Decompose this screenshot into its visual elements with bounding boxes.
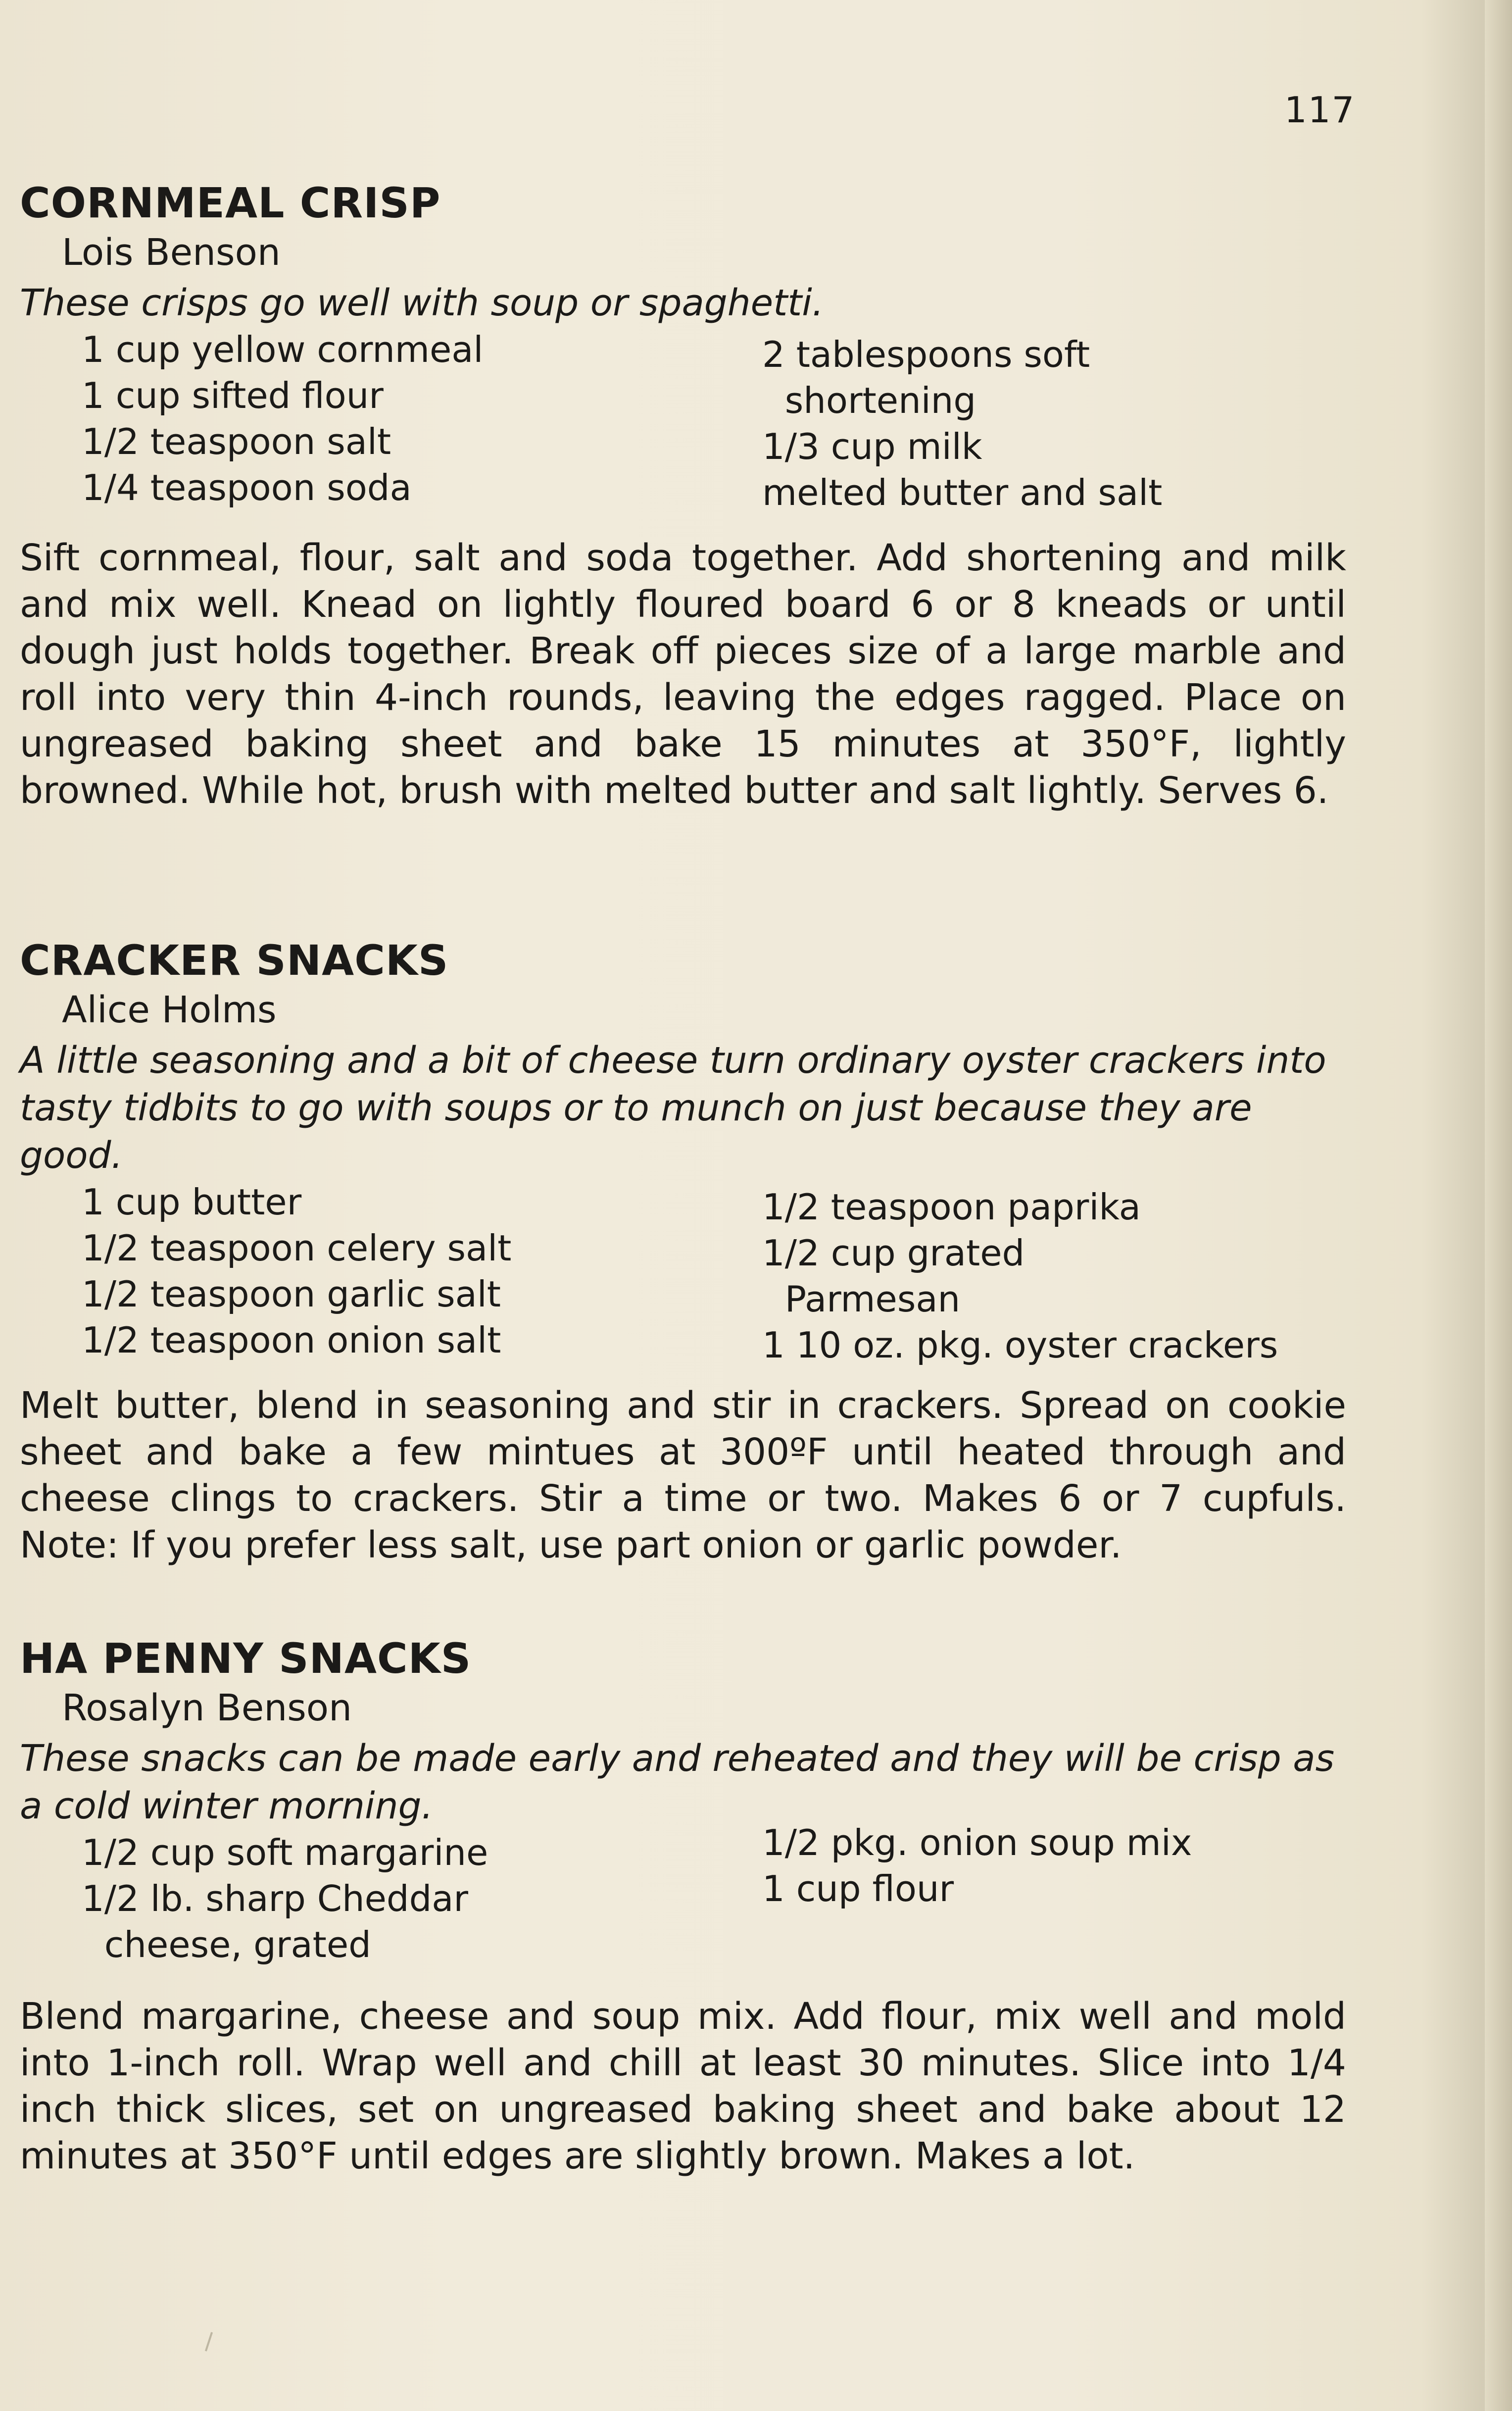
ingredient-item: 1/2 teaspoon onion salt: [82, 1319, 501, 1361]
book-spine-shadow: [1485, 0, 1512, 2411]
ingredient-item: 1/2 teaspoon salt: [82, 421, 391, 462]
ingredient-item: melted butter and salt: [762, 472, 1163, 513]
ingredient-item: 1 cup sifted flour: [82, 375, 384, 416]
recipe-method: Sift cornmeal, flour, salt and soda together. Add shortening and milk and mix well. Knead on lightly floured board 6 or 8 kneads or until dough just holds together. Break off pieces size of a large marble and roll into very thin 4-inch rounds, leaving the edges ragged. Place on ungreased baking sheet and bake 15 minutes at 350°F, lightly browned. While hot, brush with melted butter and salt lightly. Serves 6.: [20, 537, 1346, 812]
recipe-intro: These crisps go well with soup or spaghetti.: [20, 282, 824, 324]
recipe-intro: These snacks can be made early and reheated and they will be crisp as a cold winter morning.: [20, 1737, 1335, 1827]
ingredient-item: 1/2 teaspoon paprika: [762, 1186, 1141, 1228]
ingredient-item: cheese, grated: [82, 1924, 371, 1965]
ingredient-list: [20, 1179, 1346, 1382]
ingredient-column-left: [82, 1179, 511, 1363]
ingredient-item: 1 cup flour: [762, 1868, 954, 1909]
ingredient-column-left: [82, 327, 483, 511]
ingredient-item: shortening: [762, 380, 976, 421]
ingredient-column-right: [762, 1820, 1192, 1912]
page-number: 117: [1284, 89, 1356, 131]
ingredient-list: [20, 1822, 1346, 1993]
ingredient-item: 1/2 teaspoon garlic salt: [82, 1273, 501, 1315]
recipe-method: Blend margarine, cheese and soup mix. Add flour, mix well and mold into 1-inch roll. Wrap well and chill at least 30 minutes. Slice into 1/4 inch thick slices, set on ungreased baking sheet and bake about 12 minutes at 350°F until edges are slightly brown. Makes a lot.: [20, 1995, 1346, 2177]
ingredient-item: 1/4 teaspoon soda: [82, 467, 412, 508]
ingredient-item: 1/2 pkg. onion soup mix: [762, 1822, 1192, 1863]
recipe-ha-penny-snacks: [20, 1634, 1346, 2179]
pencil-mark: [205, 2332, 213, 2351]
ingredient-item: 1/2 teaspoon celery salt: [82, 1227, 512, 1269]
ingredient-item: 1/2 cup grated: [762, 1232, 1025, 1274]
ingredient-item: 1/2 cup soft margarine: [82, 1832, 488, 1873]
recipe-cornmeal-crisp: [20, 178, 1346, 814]
ingredient-item: 1 cup butter: [82, 1181, 302, 1223]
recipe-author: Rosalyn Benson: [62, 1687, 352, 1729]
recipe-title: CRACKER SNACKS: [20, 936, 449, 985]
recipe-intro: A little seasoning and a bit of cheese turn ordinary oyster crackers into tasty tidbits to go with soups or to munch on just because they are good.: [20, 1039, 1326, 1177]
ingredient-item: 1 10 oz. pkg. oyster crackers: [762, 1324, 1278, 1366]
ingredient-item: 1/2 lb. sharp Cheddar: [82, 1878, 469, 1919]
recipe-method: Melt butter, blend in seasoning and stir in crackers. Spread on cookie sheet and bake a few mintues at 300ºF until heated through and cheese clings to crackers. Stir a time or two. Makes 6 or 7 cupfuls. Note: If you prefer less salt, use part onion or garlic powder.: [20, 1384, 1346, 1566]
ingredient-column-left: [82, 1830, 488, 1968]
ingredient-item: Parmesan: [762, 1278, 961, 1320]
ingredient-column-right: [762, 332, 1162, 516]
recipe-cracker-snacks: [20, 936, 1346, 1568]
ingredient-item: 1 cup yellow cornmeal: [82, 329, 484, 370]
ingredient-column-right: [762, 1184, 1278, 1368]
recipe-title: HA PENNY SNACKS: [20, 1634, 472, 1683]
recipe-author: Alice Holms: [62, 989, 277, 1031]
ingredient-item: 2 tablespoons soft: [762, 334, 1090, 375]
ingredient-item: 1/3 cup milk: [762, 426, 982, 467]
ingredient-list: [20, 327, 1346, 535]
recipe-author: Lois Benson: [62, 231, 281, 274]
recipe-title: CORNMEAL CRISP: [20, 179, 441, 227]
